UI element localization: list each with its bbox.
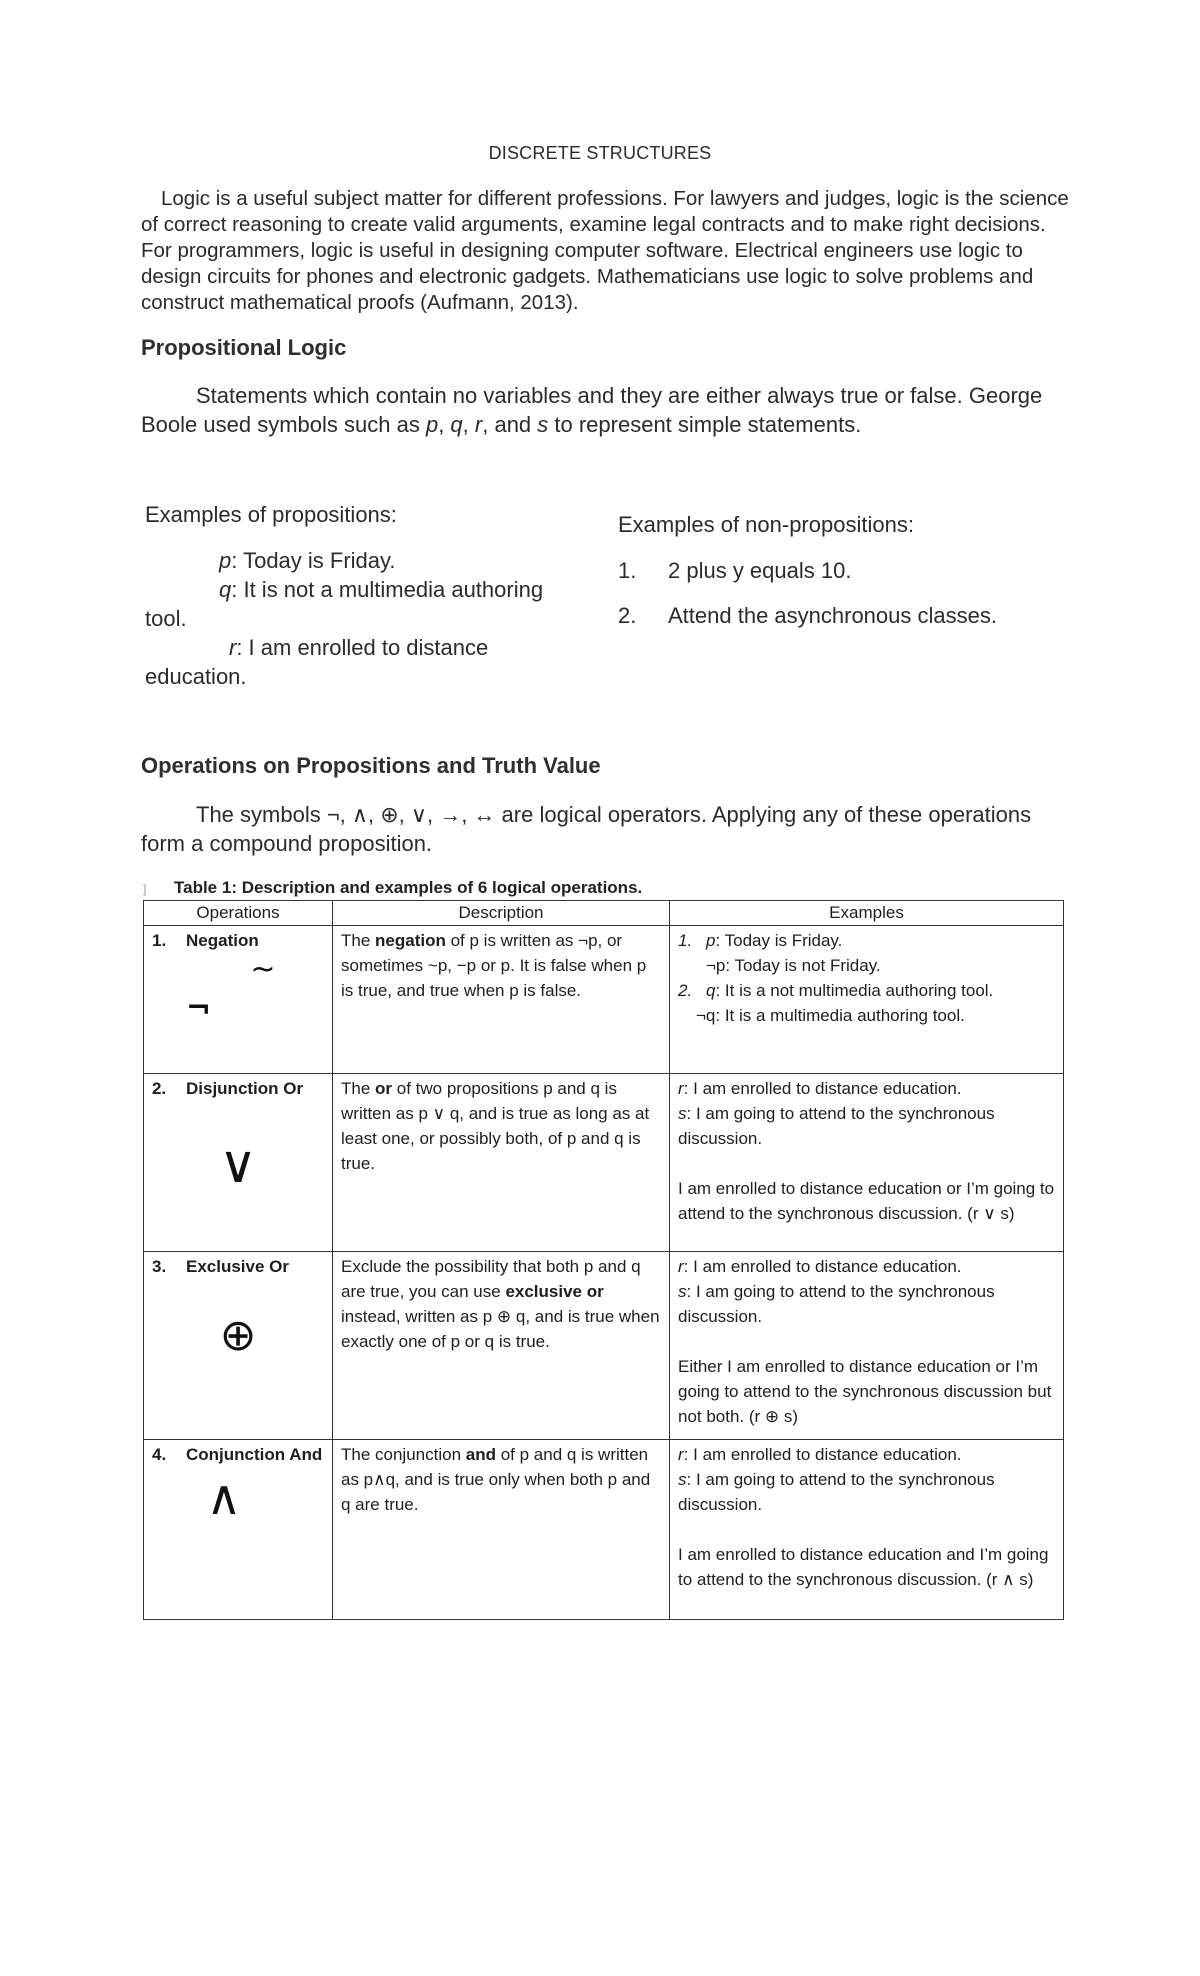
table-caption: Table 1: Description and examples of 6 logical operations. xyxy=(174,878,643,897)
desc-keyword: negation xyxy=(375,931,446,950)
header-examples: Examples xyxy=(670,901,1064,926)
example-text: : I am going to attend to the synchronous discussion. xyxy=(678,1104,995,1148)
example-number: 2. xyxy=(678,981,693,1000)
desc-keyword: and xyxy=(465,1445,496,1464)
propositions-label: Examples of propositions: xyxy=(145,502,397,527)
operation-cell xyxy=(144,926,333,1074)
example-line xyxy=(678,1254,1055,1279)
example-compound: I am enrolled to distance education or I’m going to attend to the synchronous discussion. (r ∨ s) xyxy=(678,1179,1055,1223)
symbol-p: p xyxy=(425,412,439,437)
desc-text: of two propositions p and q is written as p ∨ q, and is true as long as at least one, or possibly both, of p and q is true. xyxy=(341,1079,650,1173)
desc-text: instead, written as p ⊕ q, and is true when exactly one of p or q is true. xyxy=(341,1307,660,1351)
example-var: r xyxy=(678,1445,684,1464)
proposition-text: : Today is Friday. xyxy=(231,548,396,573)
desc-keyword: exclusive or xyxy=(505,1282,604,1301)
description-cell xyxy=(333,1252,670,1440)
table-row xyxy=(144,926,1064,1074)
non-propositions-examples xyxy=(618,512,1078,647)
proposition-text: : It is not a multimedia authoring tool. xyxy=(145,577,544,631)
or-symbol-icon: ∨ xyxy=(218,1135,258,1195)
operation-number: 2. xyxy=(152,1079,167,1098)
non-proposition-item xyxy=(618,557,1078,585)
example-text: : I am enrolled to distance education. xyxy=(683,1079,962,1098)
example-line xyxy=(678,1076,1055,1101)
header-operations: Operations xyxy=(144,901,333,926)
para-text-end: to represent simple statements. xyxy=(548,412,862,437)
example-text: : I am enrolled to distance education. xyxy=(683,1257,962,1276)
operation-name xyxy=(152,928,324,953)
operation-name xyxy=(152,1076,324,1101)
desc-text: of p is written as ¬p, or sometimes ~p, −p or p. It is false when p is true, and true when p is false. xyxy=(341,931,647,1000)
examples-cell xyxy=(670,1252,1064,1440)
example-var: q xyxy=(706,981,716,1000)
xor-symbol-icon: ⊕ xyxy=(219,1310,257,1361)
examples-cell xyxy=(670,1440,1064,1620)
example-var: p xyxy=(706,931,716,950)
example-var: r xyxy=(678,1257,684,1276)
description-cell xyxy=(333,926,670,1074)
logical-operations-table xyxy=(143,900,1064,1620)
table-row xyxy=(144,1074,1064,1252)
non-proposition-item xyxy=(618,602,1078,630)
operation-label: Exclusive Or xyxy=(186,1257,290,1276)
separator: , xyxy=(462,412,475,437)
example-line: ¬p: Today is not Friday. xyxy=(706,956,881,975)
example-line xyxy=(678,1442,1055,1467)
example-text: : I am going to attend to the synchronous discussion. xyxy=(678,1282,995,1326)
example-line xyxy=(678,1101,1055,1151)
item-text: Attend the asynchronous classes. xyxy=(668,603,997,628)
header-description: Description xyxy=(333,901,670,926)
example-text: : I am going to attend to the synchronous discussion. xyxy=(678,1470,995,1514)
example-var: s xyxy=(678,1104,687,1123)
operation-cell xyxy=(144,1074,333,1252)
example-var: s xyxy=(678,1282,687,1301)
item-number: 2. xyxy=(618,603,637,628)
separator: , xyxy=(438,412,451,437)
description-cell xyxy=(333,1074,670,1252)
operation-number: 3. xyxy=(152,1257,167,1276)
non-propositions-label: Examples of non-propositions: xyxy=(618,512,914,537)
tilde-symbol-icon: ~ xyxy=(250,952,276,987)
propositional-logic-paragraph xyxy=(141,381,1071,439)
symbol-r: r xyxy=(474,412,483,437)
examples-cell xyxy=(670,926,1064,1074)
desc-text: of p and q is written as p∧q, and is true only when both p and q are true. xyxy=(341,1445,651,1514)
example-line xyxy=(678,928,1055,953)
table-row xyxy=(144,1440,1064,1620)
intro-paragraph: Logic is a useful subject matter for different professions. For lawyers and judges, logic is the science of correct reasoning to create valid arguments, examine legal contracts and to make right decisions. For programmers, logic is useful in designing computer software. Electrical engineers use logic to design circuits for phones and electronic gadgets. Mathematicians use logic to solve problems and construct mathematical proofs (Aufmann, 2013). xyxy=(141,187,1069,314)
operation-name xyxy=(152,1254,324,1279)
example-text: : I am enrolled to distance education. xyxy=(683,1445,962,1464)
example-compound: Either I am enrolled to distance education or I’m going to attend to the synchronous discussion but not both. (r ⊕ s) xyxy=(678,1357,1052,1426)
example-text: : Today is Friday. xyxy=(715,931,843,950)
para-text-start: Statements which contain no variables and they are either always true or false. George Boole used symbols such as xyxy=(141,383,1043,437)
operations-heading: Operations on Propositions and Truth Value xyxy=(141,753,601,778)
caption-anchor-mark: ] xyxy=(143,882,147,896)
desc-text: The xyxy=(341,931,376,950)
separator: , and xyxy=(482,412,538,437)
operation-number: 1. xyxy=(152,931,167,950)
not-symbol-icon: ¬ xyxy=(186,991,212,1026)
item-text: 2 plus y equals 10. xyxy=(668,558,852,583)
proposition-text: : I am enrolled to distance education. xyxy=(145,635,489,689)
symbol-s: s xyxy=(537,412,549,437)
proposition-item xyxy=(145,633,585,691)
desc-text: The xyxy=(341,1079,376,1098)
desc-keyword: or xyxy=(375,1079,393,1098)
desc-text: Exclude the possibility that both p and q are true, you can use xyxy=(341,1257,641,1301)
table-row xyxy=(144,1252,1064,1440)
operation-cell xyxy=(144,1252,333,1440)
operation-number: 4. xyxy=(152,1445,167,1464)
table-header-row xyxy=(144,901,1064,926)
example-line xyxy=(678,1279,1055,1329)
proposition-var: p xyxy=(219,548,232,573)
example-text: : It is a not multimedia authoring tool. xyxy=(715,981,994,1000)
proposition-item xyxy=(145,546,585,575)
operation-label: Negation xyxy=(186,931,259,950)
proposition-var: r xyxy=(229,635,237,660)
desc-text: The conjunction xyxy=(341,1445,466,1464)
example-var: r xyxy=(678,1079,684,1098)
operation-cell xyxy=(144,1440,333,1620)
example-compound: I am enrolled to distance education and I’m going to attend to the synchronous discussion. (r ∧ s) xyxy=(678,1545,1049,1589)
symbol-q: q xyxy=(450,412,463,437)
item-number: 1. xyxy=(618,558,637,583)
proposition-item xyxy=(145,575,585,633)
example-var: s xyxy=(678,1470,687,1489)
example-number: 1. xyxy=(678,931,693,950)
operation-label: Disjunction Or xyxy=(186,1079,304,1098)
document-title: DISCRETE STRUCTURES xyxy=(488,143,712,163)
example-line xyxy=(678,1467,1055,1517)
propositional-logic-heading: Propositional Logic xyxy=(141,335,347,360)
description-cell xyxy=(333,1440,670,1620)
operations-paragraph: The symbols ¬, ∧, ⊕, ∨, →, ↔ are logical operators. Applying any of these operations form a compound proposition. xyxy=(141,802,1032,856)
example-line: ¬q: It is a multimedia authoring tool. xyxy=(696,1006,965,1025)
propositions-examples xyxy=(145,500,585,691)
and-symbol-icon: ∧ xyxy=(206,1470,242,1526)
examples-cell xyxy=(670,1074,1064,1252)
operation-label: Conjunction And xyxy=(186,1445,323,1464)
example-line xyxy=(678,978,1055,1003)
operation-name xyxy=(152,1442,324,1467)
proposition-var: q xyxy=(219,577,232,602)
